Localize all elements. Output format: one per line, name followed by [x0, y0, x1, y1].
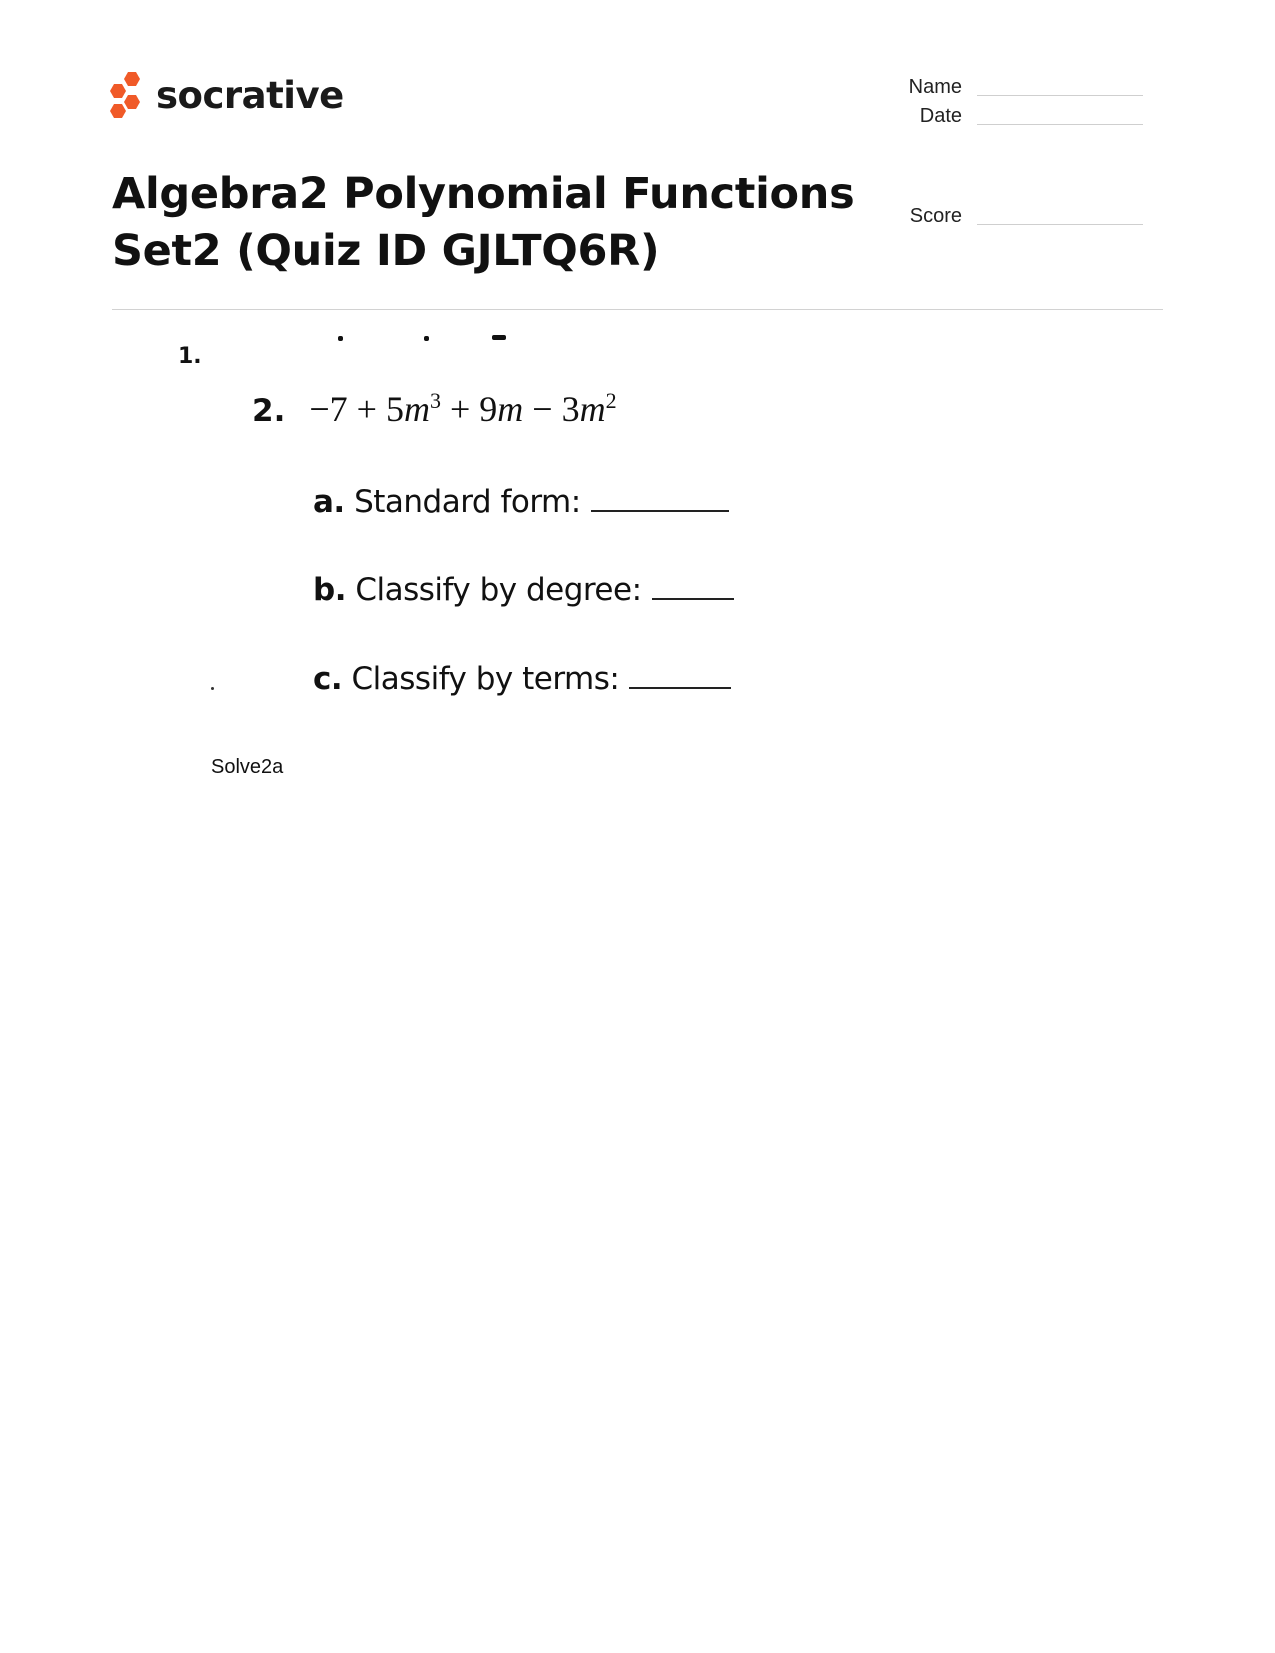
polynomial-expression: $-7 + 5m^3 + 9m - 3m^2$ [309, 388, 617, 429]
problem-number: 2. [252, 393, 286, 429]
question-caption: Solve2a [211, 756, 284, 778]
date-label: Date [919, 105, 962, 127]
title-line-2: Set2 (Quiz ID GJLTQ6R) [112, 226, 660, 276]
name-line[interactable] [977, 95, 1143, 96]
answer-blank-c [629, 686, 731, 689]
score-line[interactable] [977, 224, 1143, 225]
part-c: c. Classify by terms: [313, 661, 731, 697]
score-field[interactable] [892, 205, 1143, 228]
title-line-1: Algebra2 Polynomial Functions [112, 169, 855, 219]
stray-dot [211, 687, 214, 690]
part-b: b. Classify by degree: [313, 572, 734, 608]
name-label: Name [908, 76, 962, 98]
date-field[interactable] [892, 105, 1143, 128]
part-a: a. Standard form: [313, 484, 729, 520]
question-image-problem [252, 388, 617, 430]
brand-name: socrative [156, 73, 344, 117]
name-field[interactable] [892, 76, 1143, 99]
answer-blank-a [591, 509, 729, 512]
answer-blank-b [652, 597, 734, 600]
socrative-logo [110, 72, 344, 118]
date-line[interactable] [977, 124, 1143, 125]
page-title [112, 166, 854, 280]
score-label: Score [909, 205, 962, 227]
hexagon-cluster-icon [110, 72, 146, 118]
question-number: 1. [178, 344, 202, 369]
header-divider [112, 309, 1163, 310]
